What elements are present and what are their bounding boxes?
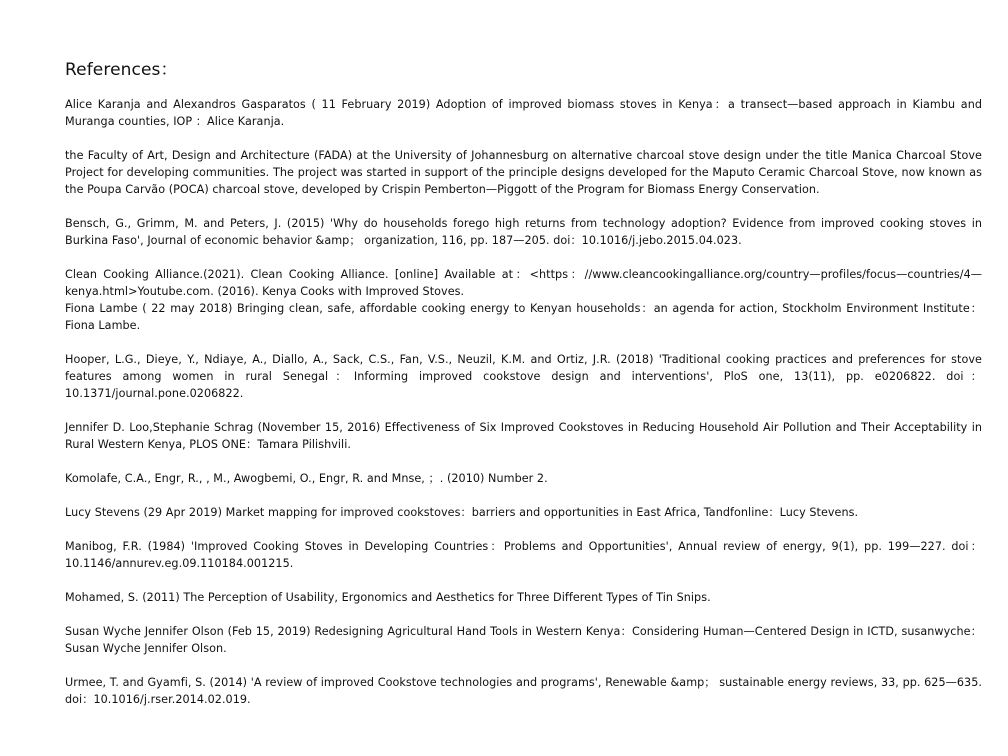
reference-entry: Komolafe, C.A., Engr, R., , M., Awogbemi, O., Engr, R. and Mnse, ；. (2010) Number 2. <box>65 472 548 485</box>
reference-entry: Alice Karanja and Alexandros Gasparatos ( 11 February 2019) Adoption of improved biomass stoves in Kenya：a transect—based approach in Kiambu and Muranga counties, IOP ：Alice Karanja. <box>65 98 982 128</box>
reference-spacer <box>65 487 982 504</box>
reference-entry: Manibog, F.R. (1984) 'Improved Cooking Stoves in Developing Countries：Problems and Opportunities', Annual review of energy, 9(1), pp. 199—227. doi：10.1146/annurev.eg.09.110184.001215. <box>65 540 982 570</box>
reference-entry: Bensch, G., Grimm, M. and Peters, J. (2015) 'Why do households forego high returns from technology adoption? Evidence from improved cooking stoves in Burkina Faso', Journal of economic behavior &amp； organization, 116, pp. 187—205. doi：10.1016/j.jebo.2015.04.023. <box>65 217 982 247</box>
reference-spacer <box>65 606 982 623</box>
reference-spacer <box>65 521 982 538</box>
reference-spacer <box>65 334 982 351</box>
reference-entry: Susan Wyche Jennifer Olson (Feb 15, 2019) Redesigning Agricultural Hand Tools in Western Kenya：Considering Human—Centered Design in ICTD, susanwyche：Susan Wyche Jennifer Olson. <box>65 625 982 655</box>
reference-entry: Hooper, L.G., Dieye, Y., Ndiaye, A., Diallo, A., Sack, C.S., Fan, V.S., Neuzil, K.M. and Ortiz, J.R. (2018) 'Traditional cooking practices and preferences for stove features among women in rural Senegal：Informing improved cookstove design and interventions', PloS one, 13(11), pp. e0206822. doi：10.1371/journal.pone.0206822. <box>65 353 982 400</box>
reference-entry: Lucy Stevens (29 Apr 2019) Market mapping for improved cookstoves：barriers and opportunities in East Africa, Tandfonline：Lucy Stevens. <box>65 506 859 519</box>
reference-entry: Fiona Lambe ( 22 may 2018) Bringing clean, safe, affordable cooking energy to Kenyan households：an agenda for action, Stockholm Environment Institute：Fiona Lambe. <box>65 302 982 332</box>
reference-spacer <box>65 249 982 266</box>
reference-spacer <box>65 572 982 589</box>
reference-list <box>65 96 982 708</box>
reference-entry: the Faculty of Art, Design and Architecture (FADA) at the University of Johannesburg on alternative charcoal stove design under the title Manica Charcoal Stove Project for developing communities. The project was started in support of the principle designs developed for the Maputo Ceramic Charcoal Stove, now known as the Poupa Carvão (POCA) charcoal stove, developed by Crispin Pemberton—Piggott of the Program for Biomass Energy Conservation. <box>65 149 982 196</box>
reference-entry: Urmee, T. and Gyamfi, S. (2014) 'A review of improved Cookstove technologies and programs', Renewable &amp； sustainable energy reviews, 33, pp. 625—635. doi：10.1016/j.rser.2014.02.019. <box>65 676 982 706</box>
reference-spacer <box>65 657 982 674</box>
reference-entry: Jennifer D. Loo,Stephanie Schrag (November 15, 2016) Effectiveness of Six Improved Cookstoves in Reducing Household Air Pollution and Their Acceptability in Rural Western Kenya, PLOS ONE：Tamara Pilishvili. <box>65 421 982 451</box>
reference-entry: Mohamed, S. (2011) The Perception of Usability, Ergonomics and Aesthetics for Three Different Types of Tin Snips. <box>65 591 711 604</box>
references-heading: References： <box>65 60 178 80</box>
references-page <box>65 58 982 708</box>
reference-spacer <box>65 130 982 147</box>
reference-spacer <box>65 198 982 215</box>
reference-spacer <box>65 402 982 419</box>
reference-entry: Clean Cooking Alliance.(2021). Clean Cooking Alliance. [online] Available at：<https：//www.cleancookingalliance.org/country—profiles/focus—countries/4—kenya.html>Youtube.com. (2016). Kenya Cooks with Improved Stoves. <box>65 268 982 298</box>
reference-spacer <box>65 453 982 470</box>
